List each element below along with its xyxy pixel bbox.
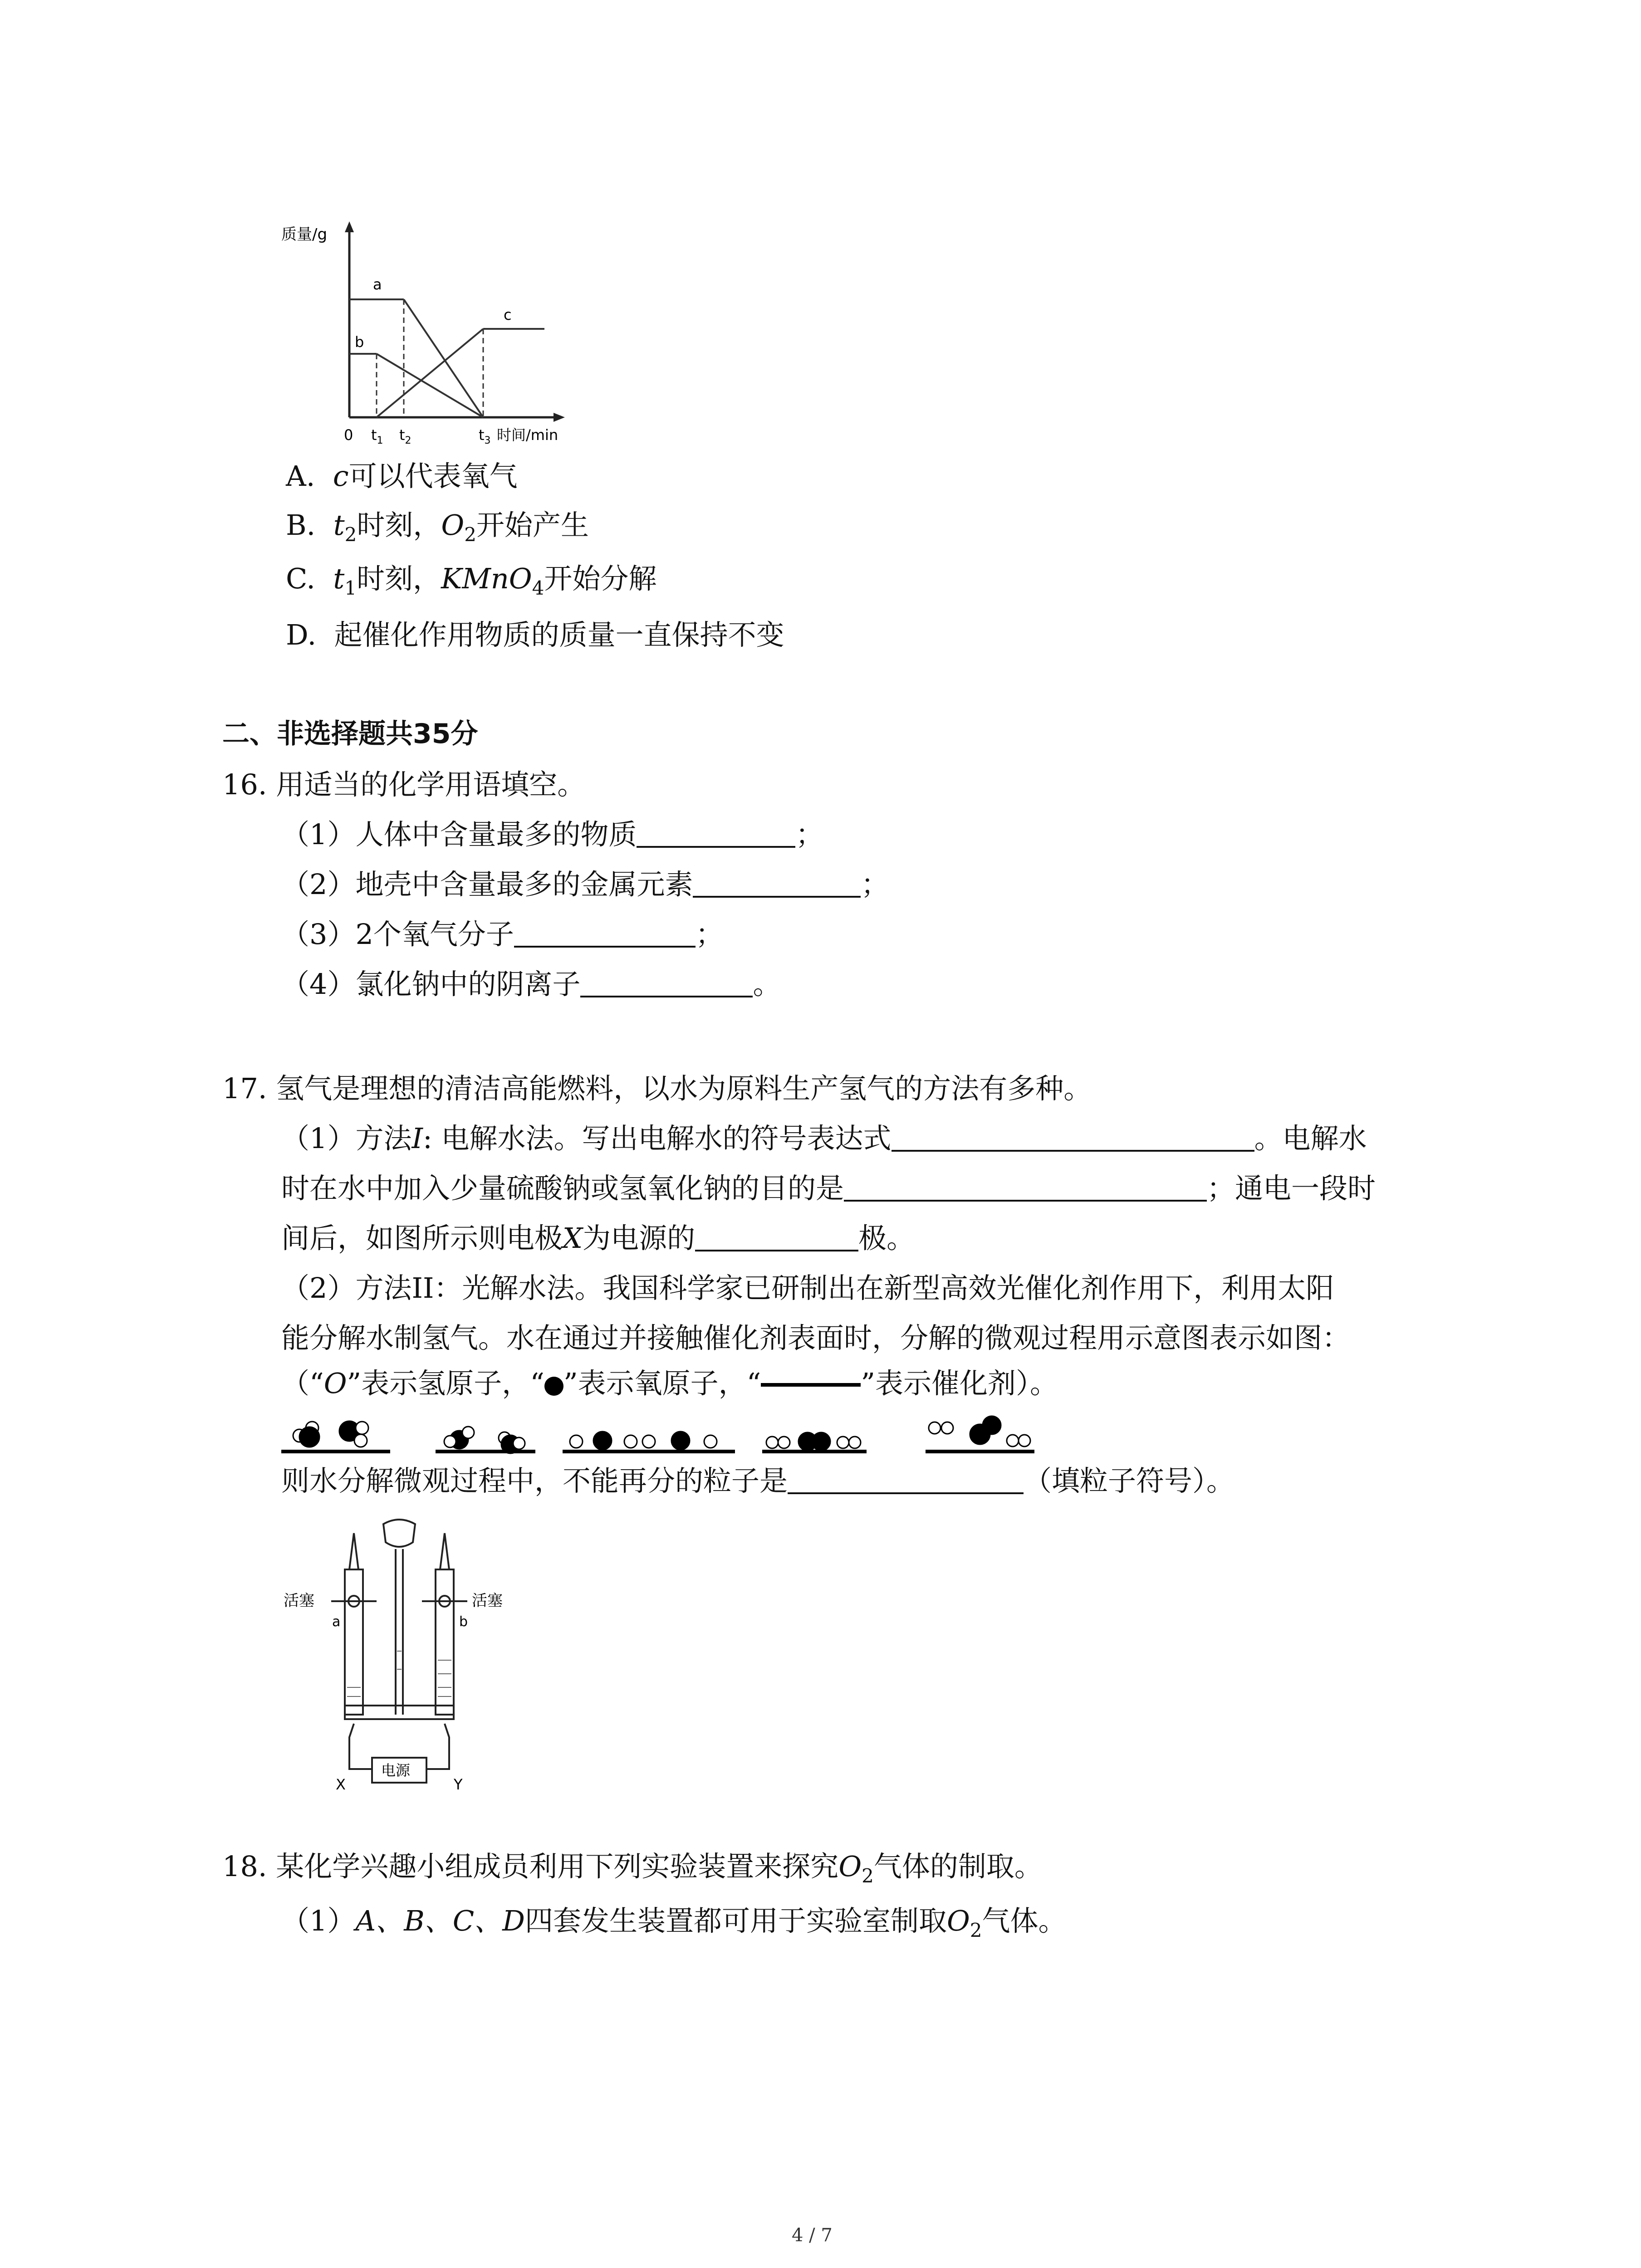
- electrode-y-label: Y: [454, 1776, 463, 1793]
- answer-blank[interactable]: [788, 1463, 1024, 1494]
- q16-stem: 16. 用适当的化学用语填空。: [222, 768, 586, 801]
- t3-label: t: [479, 426, 485, 444]
- answer-blank[interactable]: [844, 1171, 1207, 1202]
- q17-method1-line3: 间后，如图所示则电极X为电源的 极。: [281, 1222, 915, 1255]
- q18-part1: （1）A、B、C、D四套发生装置都可用于实验室制取$O_2$气体。: [281, 1904, 1067, 1941]
- electrolysis-apparatus: [281, 1515, 535, 1796]
- q16-part3: （3）2个氧气分子 ；: [281, 918, 724, 951]
- svg-text:t1: $t_1$: [371, 426, 383, 446]
- answer-blank[interactable]: [580, 967, 753, 997]
- graph-x-label: 时间/min: [497, 426, 558, 444]
- right-stopcock-label: 活塞: [472, 1592, 503, 1610]
- answer-blank[interactable]: [514, 917, 696, 948]
- curve-a-label: a: [373, 276, 382, 293]
- option-a: A. c可以代表氧气: [286, 459, 518, 493]
- catalyst-line-icon: [761, 1383, 861, 1387]
- svg-text:t3: $t_3$: [479, 426, 491, 446]
- svg-text:t2: $t_2$: [399, 426, 411, 446]
- q17-method2-line1: （2）方法II：光解水法。我国科学家已研制出在新型高效光催化剂作用下，利用太阳: [281, 1271, 1334, 1305]
- left-stopcock-label: 活塞: [284, 1592, 314, 1610]
- tube-a-label: a: [332, 1614, 341, 1630]
- graph-y-label: 质量/g: [281, 225, 328, 244]
- page-number: 4 / 7: [792, 2225, 833, 2246]
- tube-b-label: b: [459, 1614, 468, 1630]
- answer-blank[interactable]: [695, 1221, 858, 1251]
- q17-method1-line1: （1）方法I: 电解水法。写出电解水的符号表达式 。电解水: [281, 1122, 1367, 1155]
- electrode-x-label: X: [336, 1776, 346, 1793]
- answer-blank[interactable]: [693, 867, 861, 898]
- q17-method2-line3: （“O”表示氢原子，“ ”表示氧原子，“ ”表示催化剂）。: [281, 1367, 1058, 1400]
- q17-question: 则水分解微观过程中，不能再分的粒子是 （填粒子符号）。: [281, 1464, 1235, 1497]
- q17-method2-line2: 能分解水制氢气。水在通过并接触催化剂表面时，分解的微观过程用示意图表示如图：: [281, 1321, 1351, 1354]
- oxygen-atom-icon: [544, 1377, 563, 1396]
- option-b: B. $t_2$时刻，$O_2$开始产生: [286, 508, 589, 546]
- answer-blank[interactable]: [892, 1121, 1254, 1152]
- answer-blank[interactable]: [637, 817, 795, 848]
- graph-origin-label: 0: [344, 426, 353, 444]
- power-supply-label: 电源: [381, 1762, 411, 1779]
- t1-label: t: [371, 426, 377, 444]
- section-title: 二、非选择题共35分: [222, 718, 478, 750]
- option-c: C. $t_1$时刻，KMnO$_4$开始分解: [286, 562, 657, 599]
- water-decomposition-diagram: [281, 1406, 1053, 1456]
- q18-stem: 18. 某化学兴趣小组成员利用下列实验装置来探究$O_2$气体的制取。: [222, 1850, 1043, 1887]
- q16-part1: （1）人体中含量最多的物质 ；: [281, 818, 824, 851]
- t2-label: t: [399, 426, 405, 444]
- q16-part4: （4）氯化钠中的阴离子 。: [281, 968, 781, 1001]
- q17-method1-line2: 时在水中加入少量硫酸钠或氢氧化钠的目的是 ；通电一段时: [281, 1172, 1376, 1205]
- mass-time-graph: [268, 218, 585, 454]
- q16-part2: （2）地壳中含量最多的金属元素 ；: [281, 868, 889, 901]
- option-d: D. 起催化作用物质的质量一直保持不变: [286, 618, 784, 651]
- curve-c-label: c: [504, 306, 512, 323]
- curve-b-label: b: [355, 333, 364, 351]
- q17-stem: 17. 氢气是理想的清洁高能燃料，以水为原料生产氢气的方法有多种。: [222, 1072, 1092, 1105]
